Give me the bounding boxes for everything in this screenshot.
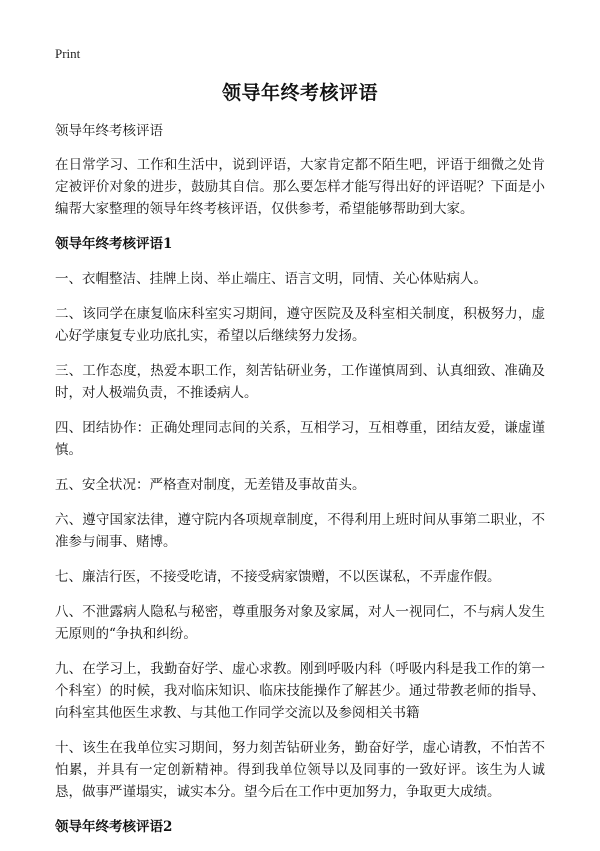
comment-item-9: 九、在学习上，我勤奋好学、虚心求教。刚到呼吸内科（呼吸内科是我工作的第一个科室）的时候，我对临床知识、临床技能操作了解甚少。通过带教老师的指导、向科室其他医生求教、与其他工作同学交流以及参阅相关书籍	[55, 661, 545, 721]
page-title: 领导年终考核评语	[221, 82, 378, 104]
print-link[interactable]: Print	[55, 46, 81, 61]
comment-item-2: 二、该同学在康复临床科室实习期间，遵守医院及及科室相关制度，积极努力，虚心好学康复专业功底扎实，希望以后继续努力发扬。	[55, 306, 545, 344]
comment-item-1: 一、衣帽整洁、挂牌上岗、举止端庄、语言文明，同情、关心体贴病人。	[55, 271, 487, 287]
comment-item-6: 六、遵守国家法律，遵守院内各项规章制度，不得利用上班时间从事第二职业，不准参与闹事、赌博。	[55, 512, 545, 550]
section-heading-1: 领导年终考核评语1	[55, 236, 173, 252]
comment-item-3: 三、工作态度，热爱本职工作，刻苦钻研业务，工作谨慎周到、认真细致、准确及时，对人极端负责，不推诿病人。	[55, 363, 545, 401]
comment-item-7: 七、廉洁行医，不接受吃请，不接受病家馈赠，不以医谋私，不弄虚作假。	[55, 569, 501, 585]
comment-item-5: 五、安全状况：严格查对制度，无差错及事故苗头。	[55, 477, 366, 493]
intro-paragraph: 在日常学习、工作和生活中，说到评语，大家肯定都不陌生吧，评语于细微之处肯定被评价对象的进步，鼓励其自信。那么要怎样才能写得出好的评语呢？下面是小编帮大家整理的领导年终考核评语，仅供参考，希望能够帮助到大家。	[55, 157, 545, 217]
comment-item-8: 八、不泄露病人隐私与秘密，尊重服务对象及家属，对人一视同仁，不与病人发生无原则的“争执和纠纷。	[55, 604, 545, 642]
comment-item-10: 十、该生在我单位实习期间，努力刻苦钻研业务，勤奋好学，虚心请教，不怕苦不怕累，并具有一定创新精神。得到我单位领导以及同事的一致好评。该生为人诚恳，做事严谨塌实，诚实本分。望今后在工作中更加努力，争取更大成绩。	[55, 740, 545, 800]
article-body	[55, 120, 545, 851]
comment-item-4: 四、团结协作：正确处理同志间的关系，互相学习，互相尊重，团结友爱，谦虚谨慎。	[55, 420, 545, 458]
article-subtitle: 领导年终考核评语	[55, 123, 163, 139]
section-heading-2: 领导年终考核评语2	[55, 819, 173, 835]
